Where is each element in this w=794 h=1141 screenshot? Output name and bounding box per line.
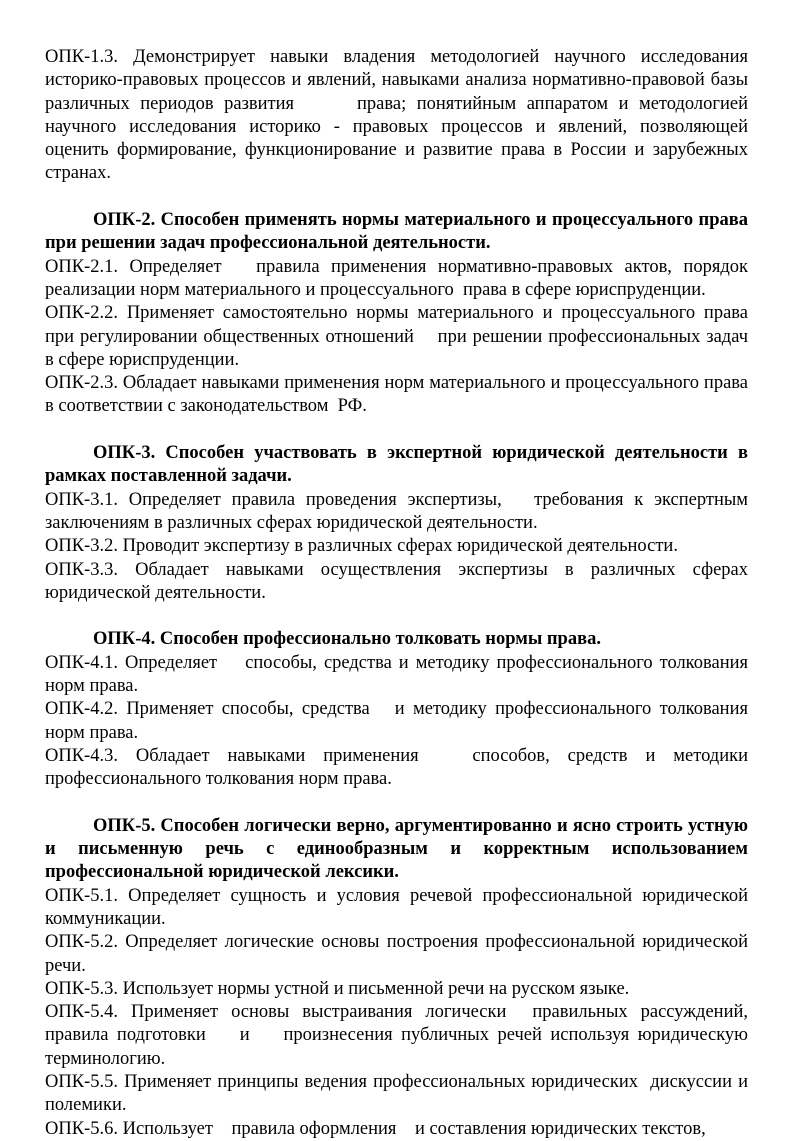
competency-section — [45, 628, 753, 791]
indicator-paragraph: ОПК-2.2. Применяет самостоятельно нормы материального и процессуального права при регулировании общественных отношений при решении профессиональных задач в сфере юриспруденции. — [45, 303, 753, 370]
section-heading: ОПК-4. Способен профессионально толковать нормы права. — [93, 629, 601, 650]
indicator-paragraph: ОПК-5.6. Использует правила оформления и составления юридических текстов, — [45, 1118, 706, 1139]
indicator-paragraph: ОПК-4.2. Применяет способы, средства и методику профессионального толкования норм права. — [45, 699, 753, 743]
competency-section — [45, 442, 753, 605]
section-heading: ОПК-5. Способен логически верно, аргументированно и ясно строить устную и письменную речь с единообразным и корректным использованием профессиональной юридической лексики. — [45, 815, 753, 883]
competency-section — [45, 209, 753, 419]
indicator-paragraph: ОПК-5.4. Применяет основы выстраивания логически правильных рассуждений, правила подготовки и произнесения публичных речей используя юридическую терминологию. — [45, 1002, 753, 1069]
indicator-paragraph: ОПК-1.3. Демонстрирует навыки владения методологией научного исследования историко-правовых процессов и явлений, навыками анализа нормативно-правовой базы различных периодов развития права; понятийным аппаратом и методологией научного исследования историко - правовых процессов и явлений, позволяющей оценить формирование, функционирование и развитие права в России и зарубежных странах. — [45, 47, 753, 184]
section-heading: ОПК-3. Способен участвовать в экспертной юридической деятельности в рамках поставленной задачи. — [45, 443, 753, 487]
section-heading: ОПК-2. Способен применять нормы материального и процессуального права при решении задач профессиональной деятельности. — [45, 210, 753, 254]
competency-section — [45, 46, 753, 186]
indicator-paragraph: ОПК-3.1. Определяет правила проведения экспертизы, требования к экспертным заключениям в различных сферах юридической деятельности. — [45, 489, 753, 533]
indicator-paragraph: ОПК-4.3. Обладает навыками применения способов, средств и методики профессионального толкования норм права. — [45, 745, 753, 790]
competency-section — [45, 815, 753, 1141]
indicator-paragraph: ОПК-4.1. Определяет способы, средства и методику профессионального толкования норм права. — [45, 652, 753, 697]
document-body — [45, 46, 753, 1141]
indicator-paragraph: ОПК-3.3. Обладает навыками осуществления экспертизы в различных сферах юридической деятельности. — [45, 559, 753, 603]
indicator-paragraph: ОПК-3.2. Проводит экспертизу в различных сферах юридической деятельности. — [45, 536, 678, 557]
indicator-paragraph: ОПК-2.1. Определяет правила применения нормативно-правовых актов, порядок реализации норм материального и процессуального права в сфере юриспруденции. — [45, 256, 753, 300]
indicator-paragraph: ОПК-5.2. Определяет логические основы построения профессиональной юридической речи. — [45, 932, 753, 976]
indicator-paragraph: ОПК-5.5. Применяет принципы ведения профессиональных юридических дискуссии и полемики. — [45, 1072, 753, 1116]
indicator-paragraph: ОПК-5.3. Использует нормы устной и письменной речи на русском языке. — [45, 978, 630, 999]
indicator-paragraph: ОПК-2.3. Обладает навыками применения норм материального и процессуального права в соответствии с законодательством РФ. — [45, 373, 753, 417]
indicator-paragraph: ОПК-5.1. Определяет сущность и условия речевой профессиональной юридической коммуникации. — [45, 885, 753, 929]
